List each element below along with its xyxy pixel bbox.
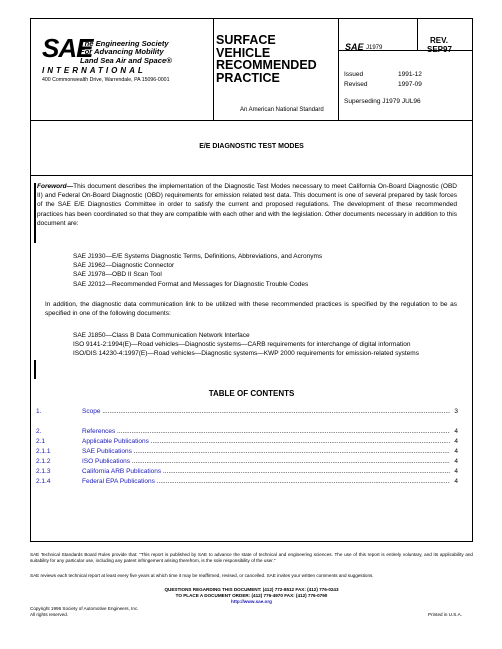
revised-label: Revised — [344, 81, 368, 88]
revised-date: 1997-09 — [398, 81, 422, 88]
copyright-line: Copyright 1996 Society of Automotive Engineers, Inc. — [30, 606, 139, 611]
toc-row[interactable] — [36, 438, 458, 447]
sae-website-link[interactable]: http://www.sae.org — [231, 599, 272, 604]
order-line: TO PLACE A DOCUMENT ORDER: (412) 776-4970 FAX: (412) 776-0790 — [175, 593, 328, 598]
rev-label: REV. — [430, 36, 448, 45]
toc-page: 4 — [454, 438, 458, 445]
toc-row[interactable] — [36, 428, 458, 437]
title-line-2: VEHICLE — [216, 45, 271, 60]
toc-number: 2.1.3 — [36, 468, 51, 475]
issued-date: 1991-12 — [398, 71, 422, 78]
doc-number: J1979 — [366, 45, 383, 51]
title-line-1: SURFACE — [216, 33, 276, 47]
toc-title-link[interactable]: SAE Publications ..... — [82, 448, 450, 455]
toc-page: 4 — [454, 458, 458, 465]
printed-line: Printed in U.S.A. — [428, 612, 462, 617]
practice-title — [216, 34, 317, 84]
change-bar-1 — [34, 183, 36, 243]
rights-line: All rights reserved. — [30, 612, 69, 617]
doc-logo: SAE — [345, 42, 364, 52]
toc-page: 3 — [454, 408, 458, 415]
foreword-text: This document describes the implementation of the Diagnostic Test Modes necessary to meet California On-Board Diagnostic (OBD II) and Federal On-Board Diagnostic (OBD) requirements for emission related test data. This document is one of several prepared by task forces of the SAE E/E Diagnostics Committee in order to satisfy the current and proposed regulations. The development of these recommended practices has been coordinated so that they are compatible with each other and with the legislation. Other documents necessary in addition to this document are: — [37, 183, 457, 227]
list-item: ISO/DIS 14230-4:1997(E)—Road vehicles—Diagnostic systems—KWP 2000 requirements for emission-related systems — [73, 350, 419, 358]
toc-number: 2.1.1 — [36, 448, 51, 455]
toc-title-link[interactable]: Federal EPA Publications ..... — [82, 478, 450, 485]
toc-title-link[interactable]: California ARB Publications ..... — [82, 468, 450, 475]
rules-notice: SAE Technical Standards Board Rules provide that: "This report is published by SAE to advance the state of technical and engineering sciences. The use of this report is entirely voluntary, and its applicability and suitability for any particular use, including any patent infringement arising therefrom, is the sole responsibility of the user." — [30, 552, 473, 564]
tagline-line-2: For Advancing Mobility — [80, 47, 164, 57]
national-standard-label: An American National Standard — [240, 107, 324, 113]
list-item: SAE J1962—Diagnostic Connector — [73, 262, 175, 270]
toc-page: 4 — [454, 478, 458, 485]
list-item: ISO 9141-2:1994(E)—Road vehicles—Diagnostic systems—CARB requirements for interchange of digital information — [73, 341, 411, 349]
list-item: SAE J2012—Recommended Format and Messages for Diagnostic Trouble Codes — [73, 280, 309, 288]
review-notice: SAE reviews each technical report at least every five years at which time it may be reaffirmed, revised, or cancelled. SAE invites your written comments and suggestions. — [30, 573, 374, 578]
issued-label: Issued — [344, 71, 364, 78]
list-item: SAE J1930—E/E Systems Diagnostic Terms, Definitions, Abbreviations, and Acronyms — [73, 253, 323, 260]
toc-title-link[interactable]: ISO Publications ..... — [82, 458, 450, 465]
tagline-line-3: Land Sea Air and Space® — [80, 55, 172, 65]
sae-address: 400 Commonwealth Drive, Warrendale, PA 15096-0001 — [42, 77, 170, 83]
comm-intro: In addition, the diagnostic data communication link to be utilized with these recommended practices is specified by the regulation to be as specified in one of the following documents: — [45, 301, 457, 318]
toc-title-link[interactable]: References ..... — [82, 428, 450, 435]
comm-docs-list — [73, 331, 457, 359]
toc-row[interactable] — [36, 448, 458, 457]
title-line-4: PRACTICE — [216, 70, 280, 85]
header-divider-2 — [338, 19, 339, 120]
toc-title-link[interactable]: Applicable Publications ..... — [82, 438, 450, 445]
foreword-paragraph — [37, 182, 457, 228]
toc-number: 2. — [36, 428, 42, 435]
toc-heading: TABLE OF CONTENTS — [208, 389, 295, 398]
toc-row[interactable] — [36, 408, 458, 417]
toc-row[interactable] — [36, 458, 458, 467]
questions-line: QUESTIONS REGARDING THIS DOCUMENT: (412) 772-8512 FAX: (412) 776-0243 — [164, 587, 339, 592]
header-bottom-line — [31, 120, 472, 121]
toc-number: 1. — [36, 408, 42, 415]
toc-page: 4 — [454, 428, 458, 435]
toc-number: 2.1 — [36, 438, 46, 445]
toc-page: 4 — [454, 468, 458, 475]
change-bar-2 — [34, 360, 36, 379]
title-line-3: RECOMMENDED — [216, 58, 317, 72]
sae-tagline — [80, 40, 172, 65]
header-divider-1 — [213, 19, 214, 120]
toc-row[interactable] — [36, 468, 458, 477]
related-docs-list — [73, 252, 453, 289]
toc-page: 4 — [454, 448, 458, 455]
toc-title-link[interactable]: Scope ..... — [82, 408, 450, 415]
international-label: INTERNATIONAL — [42, 66, 146, 75]
toc-row[interactable] — [36, 478, 458, 487]
rev-date: SEP97 — [427, 45, 452, 54]
document-title: E/E DIAGNOSTIC TEST MODES — [199, 143, 304, 150]
toc-number: 2.1.4 — [36, 478, 51, 485]
superseding-note: Superseding J1979 JUL96 — [344, 98, 421, 105]
list-item: SAE J1978—OBD II Scan Tool — [73, 271, 162, 279]
registered-mark: ® — [166, 55, 172, 65]
tagline-line-1: The Engineering Society — [80, 39, 169, 48]
foreword-label: Foreword— — [37, 183, 74, 190]
header-divider-3 — [417, 19, 418, 50]
toc-number: 2.1.2 — [36, 458, 51, 465]
sae-logo: SAE — [42, 33, 93, 63]
list-item: SAE J1850—Class B Data Communication Network Interface — [73, 332, 250, 339]
title-bottom-line — [31, 175, 472, 176]
